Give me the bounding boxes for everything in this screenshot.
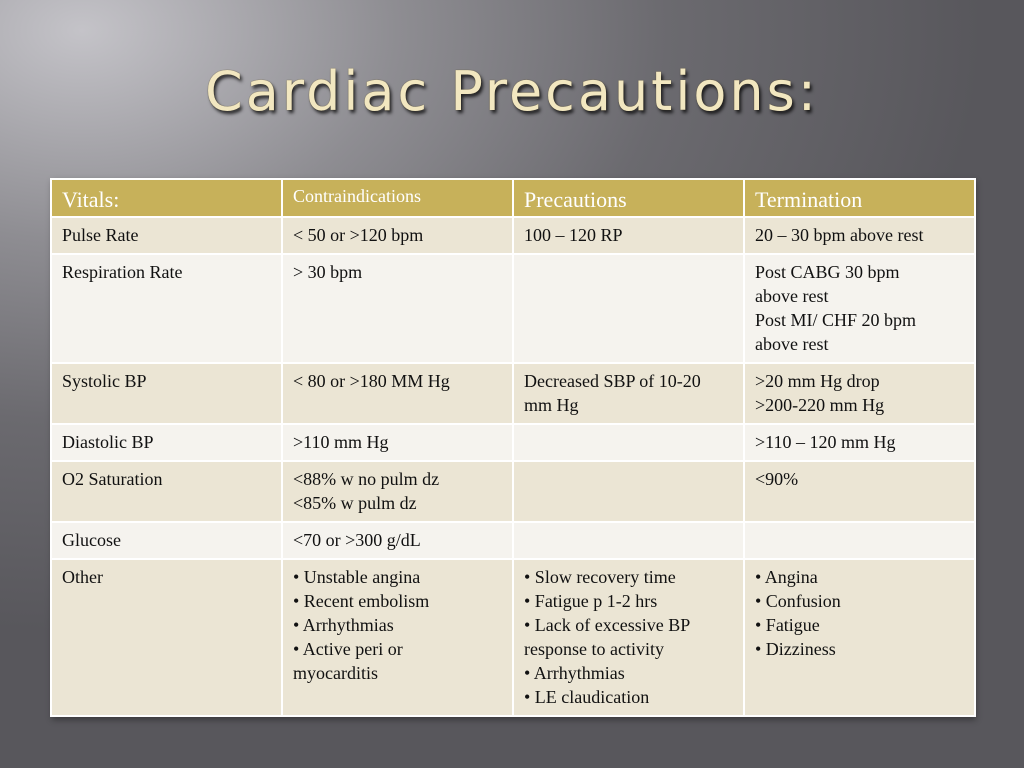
cell-line: above rest [755,286,829,306]
termination-cell [744,522,975,559]
precautions-cell [513,424,744,461]
cell-line: • Arrhythmias [524,663,625,683]
cell-line: >20 mm Hg drop [755,371,880,391]
vital-name-cell: Respiration Rate [51,254,282,363]
precautions-cell [513,217,744,254]
precautions-table-container [50,178,974,717]
table-row [51,254,975,363]
cell-line: • Fatigue [755,615,820,635]
table-row [51,559,975,716]
cell-line: Post CABG 30 bpm [755,262,900,282]
cell-line: >110 – 120 mm Hg [755,432,896,452]
vital-name-cell: Pulse Rate [51,217,282,254]
cell-line: Decreased SBP of 10-20 [524,371,701,391]
vital-name-cell: O2 Saturation [51,461,282,522]
cell-line: >110 mm Hg [293,432,389,452]
contraindications-cell [282,522,513,559]
termination-cell [744,363,975,424]
precautions-cell [513,461,744,522]
vital-name-cell: Systolic BP [51,363,282,424]
cell-line: Post MI/ CHF 20 bpm [755,310,917,330]
header-termination: Termination [744,179,975,217]
cell-line: < 50 or >120 bpm [293,225,424,245]
cell-line: • Active peri or [293,639,403,659]
precautions-cell [513,522,744,559]
cell-line: >200-220 mm Hg [755,395,885,415]
precautions-cell [513,363,744,424]
contraindications-cell [282,461,513,522]
cell-line: • Lack of excessive BP [524,615,691,635]
cell-line: • LE claudication [524,687,650,707]
cell-line: mm Hg [524,395,579,415]
cardiac-precautions-table [50,178,976,717]
termination-cell [744,461,975,522]
cell-line: • Dizziness [755,639,836,659]
cell-line: <85% w pulm dz [293,493,417,513]
cell-line: myocarditis [293,663,378,683]
header-precautions: Precautions [513,179,744,217]
cell-line: < 80 or >180 MM Hg [293,371,450,391]
contraindications-cell [282,254,513,363]
termination-cell [744,424,975,461]
cell-line: <88% w no pulm dz [293,469,440,489]
cell-line: • Slow recovery time [524,567,676,587]
contraindications-cell [282,217,513,254]
header-vitals: Vitals: [51,179,282,217]
cell-line: • Unstable angina [293,567,421,587]
table-row [51,424,975,461]
slide-title: Cardiac Precautions: [205,60,819,123]
precautions-cell [513,559,744,716]
cell-line: • Recent embolism [293,591,430,611]
cell-line: 100 – 120 RP [524,225,623,245]
table-header-row [51,179,975,217]
table-body [51,217,975,716]
contraindications-cell [282,363,513,424]
termination-cell [744,559,975,716]
precautions-cell [513,254,744,363]
cell-line: <90% [755,469,799,489]
cell-line: • Arrhythmias [293,615,394,635]
cell-line: > 30 bpm [293,262,363,282]
table-row [51,461,975,522]
cell-line: • Fatigue p 1-2 hrs [524,591,658,611]
termination-cell [744,254,975,363]
contraindications-cell [282,559,513,716]
table-row [51,522,975,559]
vital-name-cell: Glucose [51,522,282,559]
vital-name-cell: Diastolic BP [51,424,282,461]
vital-name-cell: Other [51,559,282,716]
header-contraindications: Contraindications [282,179,513,217]
cell-line: above rest [755,334,829,354]
table-row [51,363,975,424]
cell-line: • Confusion [755,591,841,611]
cell-line: • Angina [755,567,818,587]
termination-cell [744,217,975,254]
table-row [51,217,975,254]
cell-line: response to activity [524,639,664,659]
cell-line: <70 or >300 g/dL [293,530,421,550]
cell-line: 20 – 30 bpm above rest [755,225,924,245]
contraindications-cell [282,424,513,461]
